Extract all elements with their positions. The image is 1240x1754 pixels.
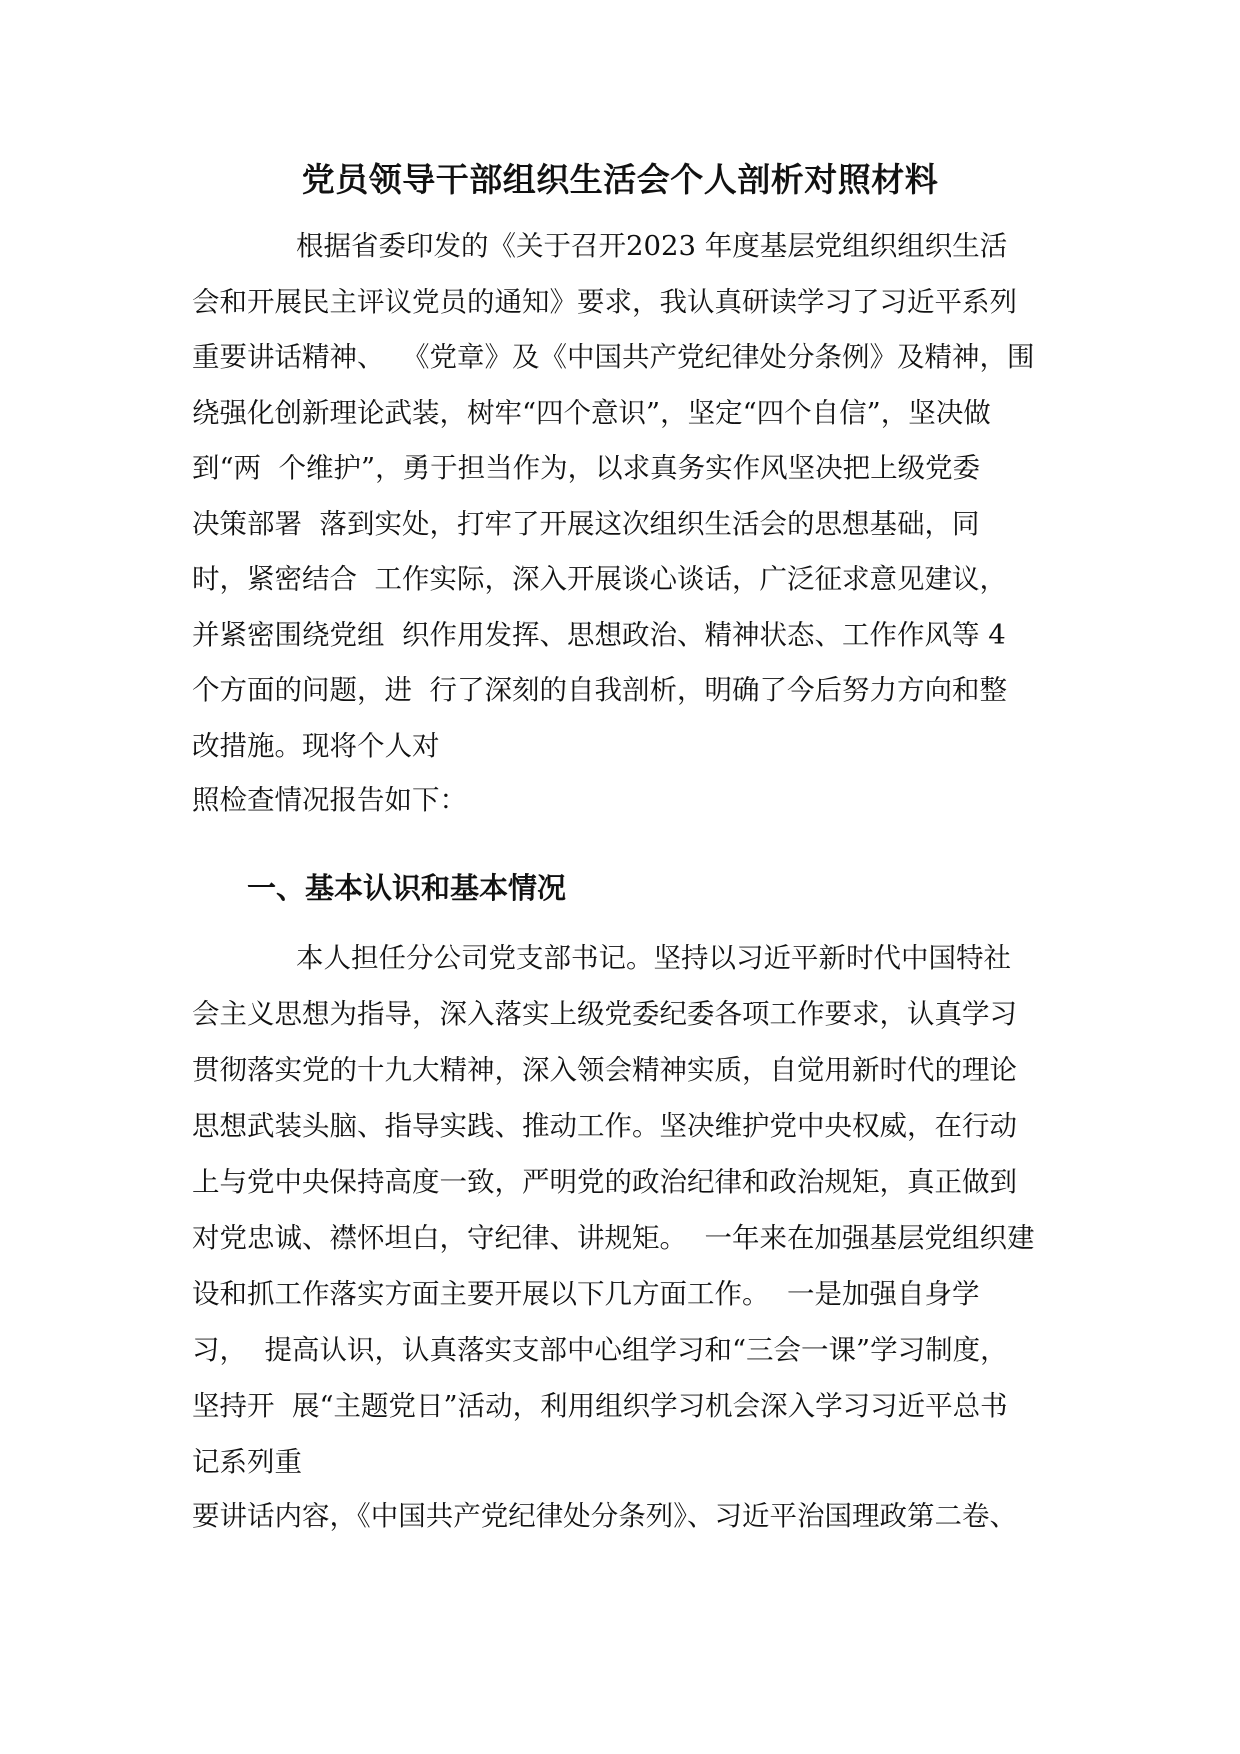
intro-line: 改措施。现将个人对 <box>192 730 440 762</box>
body-line: 思想武装头脑、指导实践、推动工作。坚决维护党中央权威，在行动 <box>192 1110 1017 1142</box>
intro-line: 个方面的问题，进 行了深刻的自我剖析，明确了今后努力方向和整 <box>192 674 1007 706</box>
intro-line: 绕强化创新理论武装，树牢“四个意识”，坚定“四个自信”，坚决做 <box>192 397 991 429</box>
body-line: 上与党中央保持高度一致，严明党的政治纪律和政治规矩，真正做到 <box>192 1166 1017 1198</box>
body-line: 坚持开 展“主题党日”活动，利用组织学习机会深入学习习近平总书 <box>192 1390 1008 1422</box>
document-title: 党员领导干部组织生活会个人剖析对照材料 <box>301 160 939 199</box>
body-line: 要讲话内容，《中国共产党纪律处分条列》、习近平治国理政第二卷、 <box>192 1500 1017 1532</box>
intro-line: 并紧密围绕党组 织作用发挥、思想政治、精神状态、工作作风等 4 <box>192 619 1006 651</box>
body-line: 贯彻落实党的十九大精神，深入领会精神实质，自觉用新时代的理论 <box>192 1054 1017 1086</box>
body-line: 习， 提高认识，认真落实支部中心组学习和“三会一课”学习制度， <box>192 1334 1008 1366</box>
intro-line: 到“两 个维护”，勇于担当作为，以求真务实作风坚决把上级党委 <box>192 452 981 484</box>
intro-line: 重要讲话精神、 《党章》及《中国共产党纪律处分条例》及精神，围 <box>192 341 1035 373</box>
section-heading: 一、基本认识和基本情况 <box>247 871 567 905</box>
body-line: 设和抓工作落实方面主要开展以下几方面工作。 一是加强自身学 <box>192 1278 980 1310</box>
intro-line: 决策部署 落到实处，打牢了开展这次组织生活会的思想基础，同 <box>192 508 980 540</box>
body-line: 本人担任分公司党支部书记。坚持以习近平新时代中国特社 <box>296 942 1011 974</box>
body-line: 记系列重 <box>192 1446 302 1478</box>
intro-line: 时，紧密结合 工作实际，深入开展谈心谈话，广泛征求意见建议， <box>192 563 1007 595</box>
body-line: 会主义思想为指导，深入落实上级党委纪委各项工作要求，认真学习 <box>192 998 1017 1030</box>
intro-line: 会和开展民主评议党员的通知》要求，我认真研读学习了习近平系列 <box>192 286 1017 318</box>
intro-line: 照检查情况报告如下： <box>192 784 467 816</box>
intro-line: 根据省委印发的《关于召开2023 年度基层党组织组织生活 <box>296 230 1008 262</box>
body-line: 对党忠诚、襟怀坦白，守纪律、讲规矩。 一年来在加强基层党组织建 <box>192 1222 1035 1254</box>
